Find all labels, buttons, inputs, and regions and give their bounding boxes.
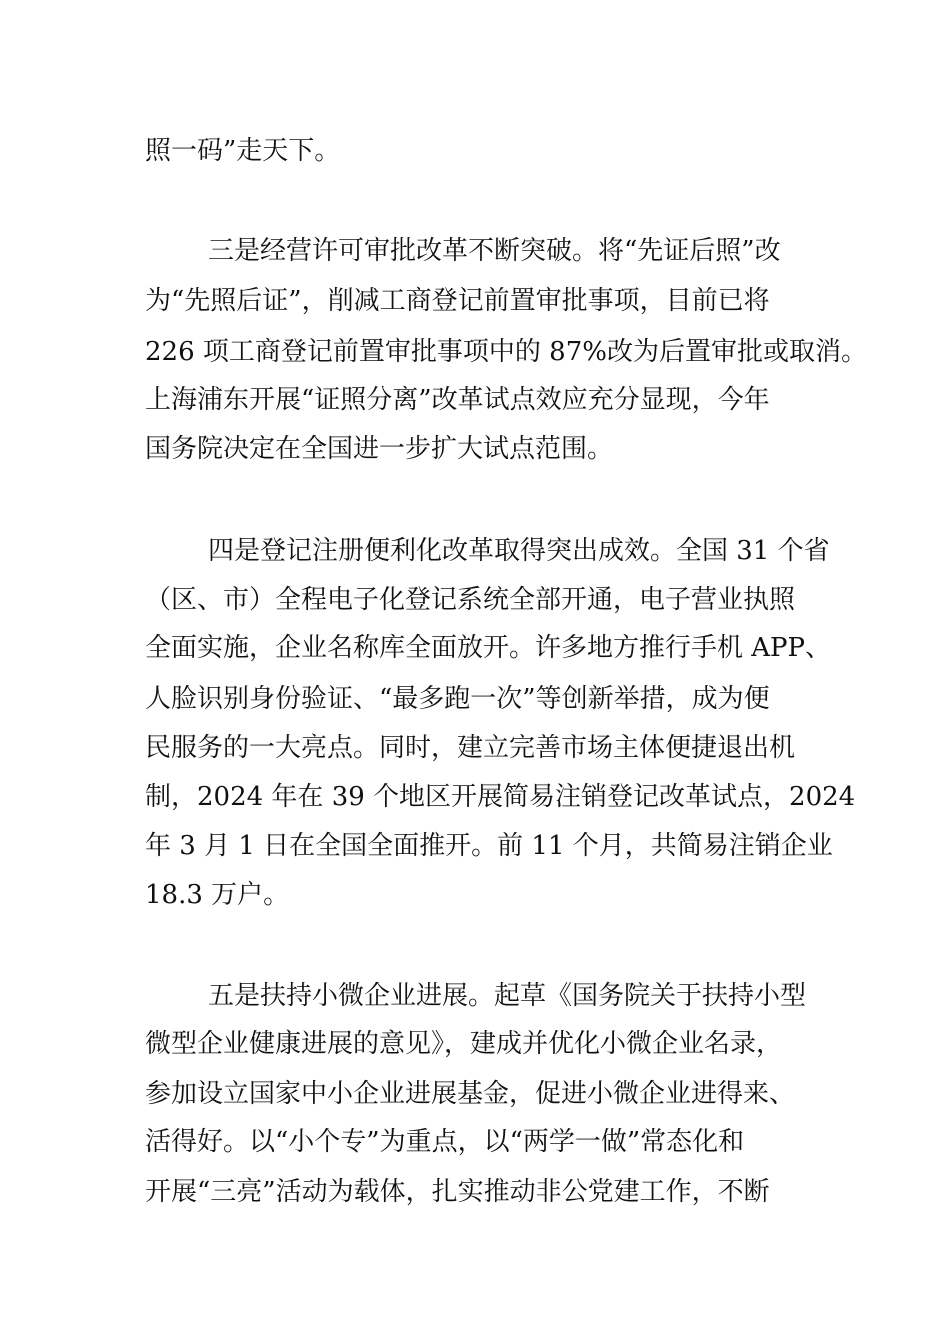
paragraph-5-line-1: 五是扶持小微企业进展。起草《国务院关于扶持小型 — [208, 981, 807, 1011]
paragraph-4-line-5: 民服务的一大亮点。同时，建立完善市场主体便捷退出机 — [145, 733, 796, 763]
paragraph-0-line-1: 照一码”走天下。 — [145, 136, 341, 166]
paragraph-5-line-4: 活得好。以“小个专”为重点，以“两学一做”常态化和 — [145, 1127, 745, 1157]
paragraph-3-line-5: 国务院决定在全国进一步扩大试点范围。 — [145, 434, 614, 464]
paragraph-4-line-4: 人脸识别身份验证、“最多跑一次”等创新举措，成为便 — [145, 684, 770, 714]
paragraph-3-line-2: 为“先照后证”，削减工商登记前置审批事项，目前已将 — [145, 286, 770, 316]
paragraph-4-line-3: 全面实施，企业名称库全面放开。许多地方推行手机 APP、 — [145, 633, 832, 663]
paragraph-5-line-2: 微型企业健康进展的意见》，建成并优化小微企业名录， — [145, 1029, 783, 1059]
paragraph-4-line-7: 年 3 月 1 日在全国全面推开。前 11 个月，共简易注销企业 — [145, 831, 833, 861]
paragraph-4-line-2: （区、市）全程电子化登记系统全部开通，电子营业执照 — [145, 585, 796, 615]
paragraph-3-line-3: 226 项工商登记前置审批事项中的 87%改为后置审批或取消。 — [145, 337, 867, 367]
paragraph-4-line-6: 制，2024 年在 39 个地区开展简易注销登记改革试点，2024 — [145, 782, 856, 812]
paragraph-5-line-5: 开展“三亮”活动为载体，扎实推动非公党建工作，不断 — [145, 1177, 770, 1207]
paragraph-4-line-1: 四是登记注册便利化改革取得突出成效。全国 31 个省 — [208, 536, 830, 566]
paragraph-5-line-3: 参加设立国家中小企业进展基金，促进小微企业进得来、 — [145, 1079, 796, 1109]
paragraph-3-line-4: 上海浦东开展“证照分离”改革试点效应充分显现，今年 — [145, 385, 770, 415]
paragraph-3-line-1: 三是经营许可审批改革不断突破。将“先证后照”改 — [208, 236, 781, 266]
paragraph-4-line-8: 18.3 万户。 — [145, 880, 290, 910]
